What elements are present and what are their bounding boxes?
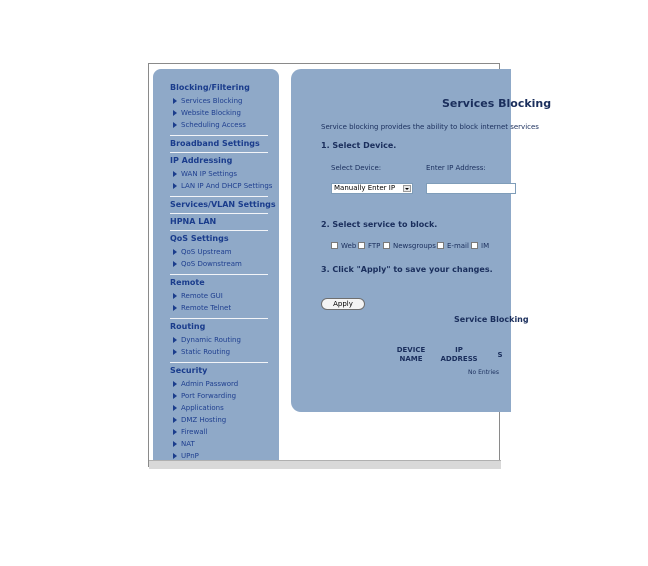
sidebar-section-security[interactable]: Security: [170, 366, 208, 375]
triangle-right-icon: [173, 393, 177, 399]
column-header-service: S: [497, 351, 503, 359]
triangle-right-icon: [173, 183, 177, 189]
sidebar-item-upnp[interactable]: UPnP: [173, 452, 199, 462]
enter-ip-label: Enter IP Address:: [426, 164, 486, 172]
step-3-heading: 3. Click "Apply" to save your changes.: [321, 265, 493, 274]
sidebar-item-static-routing[interactable]: Static Routing: [173, 348, 230, 358]
chevron-down-icon[interactable]: [403, 185, 411, 192]
sidebar-item-scheduling-access[interactable]: Scheduling Access: [173, 121, 246, 131]
page-description: Service blocking provides the ability to block internet services: [321, 123, 539, 131]
section-divider: [170, 318, 268, 319]
sidebar-section-ip-addressing[interactable]: IP Addressing: [170, 156, 233, 165]
im-checkbox-label: IM: [481, 242, 490, 250]
im-checkbox[interactable]: [471, 242, 478, 249]
sidebar-item-lan-ip-dhcp-settings[interactable]: LAN IP And DHCP Settings: [173, 182, 272, 192]
triangle-right-icon: [173, 429, 177, 435]
horizontal-scrollbar[interactable]: [149, 460, 501, 469]
select-device-label: Select Device:: [331, 164, 382, 172]
ftp-checkbox-label: FTP: [368, 242, 381, 250]
section-divider: [170, 152, 268, 153]
ftp-checkbox[interactable]: [358, 242, 365, 249]
sidebar-section-remote[interactable]: Remote: [170, 278, 205, 287]
triangle-right-icon: [173, 405, 177, 411]
triangle-right-icon: [173, 349, 177, 355]
triangle-right-icon: [173, 453, 177, 459]
triangle-right-icon: [173, 171, 177, 177]
main-content-panel: [291, 69, 552, 412]
sidebar-section-hpna-lan[interactable]: HPNA LAN: [170, 217, 217, 226]
sidebar-nav: [153, 69, 279, 464]
section-divider: [170, 230, 268, 231]
ip-address-input[interactable]: [426, 183, 516, 194]
service-blocking-table-title: Service Blocking: [454, 315, 529, 324]
triangle-right-icon: [173, 122, 177, 128]
sidebar-item-remote-telnet[interactable]: Remote Telnet: [173, 304, 231, 314]
sidebar-item-admin-password[interactable]: Admin Password: [173, 380, 238, 390]
section-divider: [170, 135, 268, 136]
step-1-heading: 1. Select Device.: [321, 141, 397, 150]
sidebar-item-services-blocking[interactable]: Services Blocking: [173, 97, 243, 107]
column-header-ip-address: IP ADDRESS: [440, 346, 478, 363]
newsgroups-checkbox-label: Newsgroups: [393, 242, 436, 250]
sidebar-item-applications[interactable]: Applications: [173, 404, 224, 414]
section-divider: [170, 196, 268, 197]
triangle-right-icon: [173, 293, 177, 299]
triangle-right-icon: [173, 249, 177, 255]
device-select-value: Manually Enter IP: [334, 184, 396, 192]
sidebar-item-port-forwarding[interactable]: Port Forwarding: [173, 392, 236, 402]
triangle-right-icon: [173, 337, 177, 343]
sidebar-item-dmz-hosting[interactable]: DMZ Hosting: [173, 416, 226, 426]
sidebar-section-routing[interactable]: Routing: [170, 322, 206, 331]
sidebar-item-dynamic-routing[interactable]: Dynamic Routing: [173, 336, 241, 346]
email-checkbox[interactable]: [437, 242, 444, 249]
triangle-right-icon: [173, 441, 177, 447]
sidebar-item-remote-gui[interactable]: Remote GUI: [173, 292, 223, 302]
device-select[interactable]: [331, 183, 413, 194]
apply-button[interactable]: Apply: [321, 298, 365, 310]
web-checkbox[interactable]: [331, 242, 338, 249]
triangle-right-icon: [173, 381, 177, 387]
step-2-heading: 2. Select service to block.: [321, 220, 438, 229]
section-divider: [170, 274, 268, 275]
column-header-device-name: DEVICE NAME: [396, 346, 426, 363]
triangle-right-icon: [173, 261, 177, 267]
triangle-right-icon: [173, 98, 177, 104]
newsgroups-checkbox[interactable]: [383, 242, 390, 249]
email-checkbox-label: E-mail: [447, 242, 469, 250]
sidebar-section-services-vlan-settings[interactable]: Services/VLAN Settings: [170, 200, 276, 209]
sidebar-section-blocking-filtering[interactable]: Blocking/Filtering: [170, 83, 250, 92]
sidebar-section-broadband-settings[interactable]: Broadband Settings: [170, 139, 260, 148]
sidebar-item-wan-ip-settings[interactable]: WAN IP Settings: [173, 170, 237, 180]
empty-table-text: No Entries: [468, 369, 499, 376]
sidebar-item-qos-upstream[interactable]: QoS Upstream: [173, 248, 232, 258]
sidebar-section-qos-settings[interactable]: QoS Settings: [170, 234, 229, 243]
page-title: Services Blocking: [442, 97, 552, 110]
section-divider: [170, 362, 268, 363]
triangle-right-icon: [173, 110, 177, 116]
sidebar-item-nat[interactable]: NAT: [173, 440, 195, 450]
sidebar-item-firewall[interactable]: Firewall: [173, 428, 207, 438]
sidebar-item-qos-downstream[interactable]: QoS Downstream: [173, 260, 242, 270]
web-checkbox-label: Web: [341, 242, 357, 250]
triangle-right-icon: [173, 305, 177, 311]
sidebar-item-website-blocking[interactable]: Website Blocking: [173, 109, 241, 119]
triangle-right-icon: [173, 417, 177, 423]
browser-viewport: [148, 63, 552, 467]
section-divider: [170, 213, 268, 214]
